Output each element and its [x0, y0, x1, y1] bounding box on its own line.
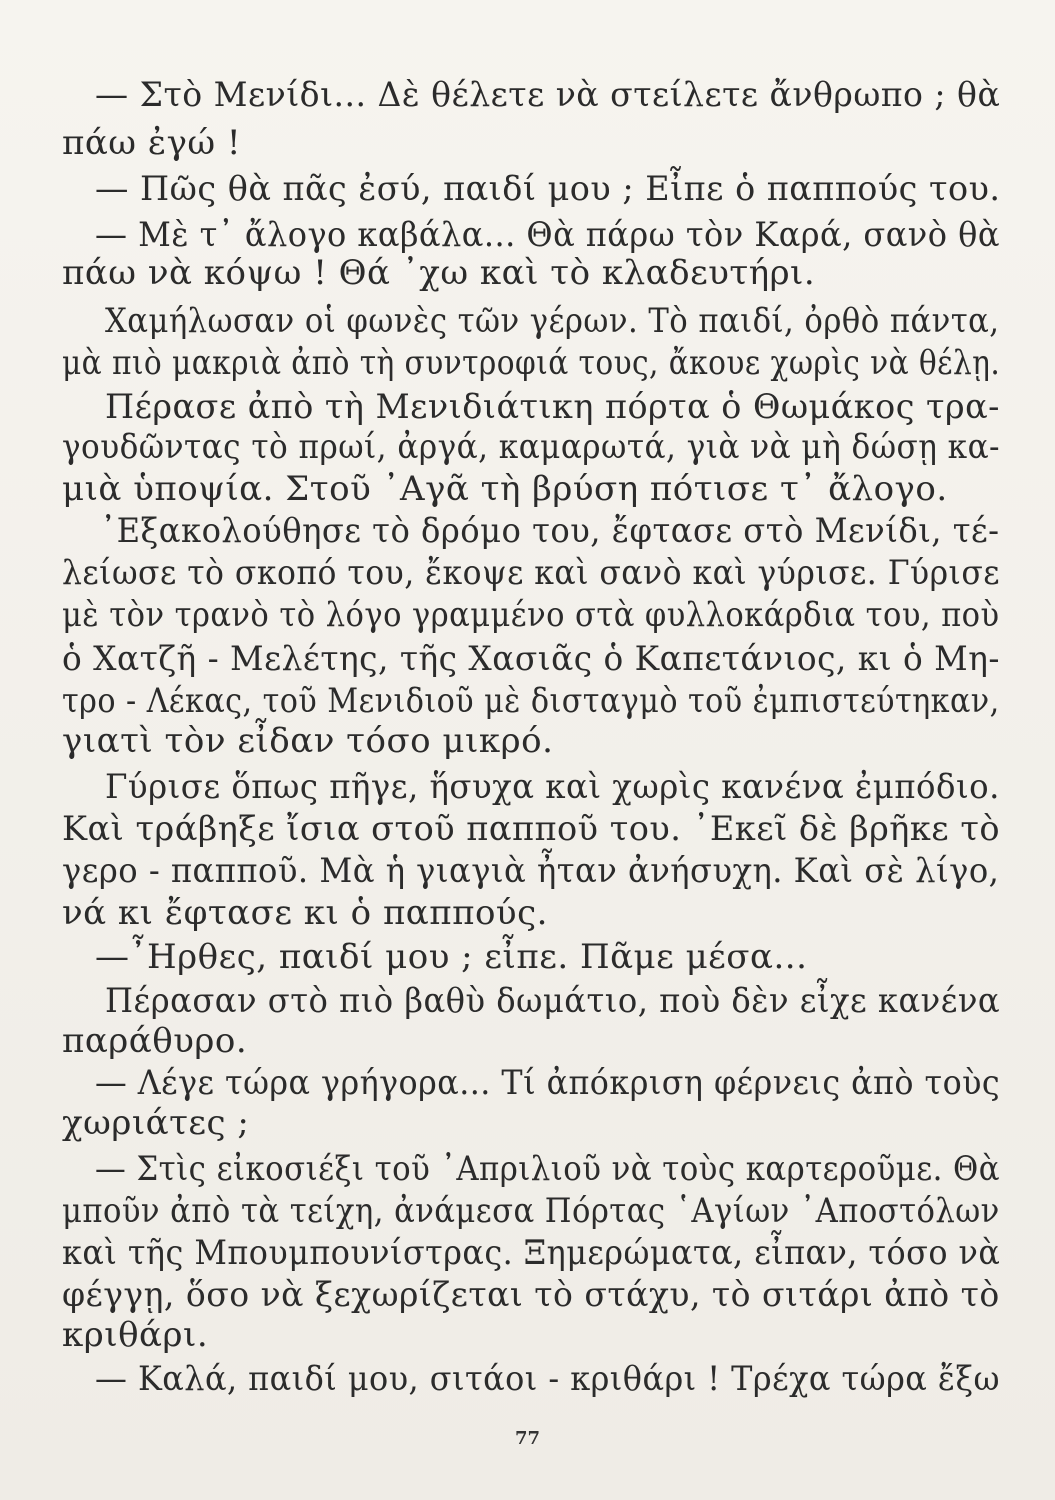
page-number: 77	[514, 1428, 541, 1449]
text-line: καὶ τῆς Μπουμπουνίστρας. Ξημερώματα, εἶπαν, τόσο νὰ	[62, 1233, 1001, 1273]
text-line: ὁ Χατζῆ - Μελέτης, τῆς Χασιᾶς ὁ Καπετάνιος, κι ὁ Μη-	[62, 639, 1000, 679]
text-line: Πέρασε ἀπὸ τὴ Μενιδιάτικη πόρτα ὁ Θωμάκος τρα-	[105, 387, 1000, 427]
text-line: ᾽Εξακολούθησε τὸ δρόμο του, ἔφτασε στὸ Μενίδι, τέ-	[100, 511, 1000, 551]
text-line: — Λέγε τώρα γρήγορα... Τί ἀπόκριση φέρνεις ἀπὸ τοὺς	[95, 1063, 1001, 1103]
text-line: —῏Ηρθες, παιδί μου ; εἶπε. Πᾶμε μέσα...	[95, 937, 808, 977]
text-line: Γύρισε ὅπως πῆγε, ἥσυχα καὶ χωρὶς κανένα ἐμπόδιο.	[105, 767, 1000, 807]
text-line: — Στὶς εἰκοσιέξι τοῦ ᾽Απριλιοῦ νὰ τοὺς καρτεροῦμε. Θὰ	[95, 1149, 1000, 1189]
text-line: κριθάρι.	[62, 1315, 209, 1355]
text-line: μιὰ ὑποψία. Στοῦ ᾽Αγᾶ τὴ βρύση πότισε τ᾽ ἄλογο.	[62, 469, 948, 509]
text-line: — Μὲ τ᾽ ἄλογο καβάλα... Θὰ πάρω τὸν Καρά, σανὸ θὰ	[95, 215, 1000, 255]
text-line: γιατὶ τὸν εἶδαν τόσο μικρό.	[62, 721, 554, 761]
text-line: χωριάτες ;	[62, 1103, 250, 1143]
text-line: μὰ πιὸ μακριὰ ἀπὸ τὴ συντροφιά τους, ἄκουε χωρὶς νὰ θέλῃ.	[62, 343, 1001, 383]
text-line: παράθυρο.	[62, 1021, 248, 1061]
text-line: Πέρασαν στὸ πιὸ βαθὺ δωμάτιο, ποὺ δὲν εἶχε κανένα	[105, 981, 1001, 1021]
text-line: Χαμήλωσαν οἱ φωνὲς τῶν γέρων. Τὸ παιδί, ὀρθὸ πάντα,	[105, 301, 1000, 341]
text-line: — Καλά, παιδί μου, σιτάοι - κριθάρι ! Τρέχα τώρα ἔξω	[95, 1359, 1001, 1399]
text-line: τρο - Λέκας, τοῦ Μενιδιοῦ μὲ δισταγμὸ τοῦ ἐμπιστεύτηκαν,	[62, 681, 1000, 721]
text-line: γουδῶντας τὸ πρωί, ἀργά, καμαρωτά, γιὰ νὰ μὴ δώσῃ κα-	[62, 427, 1001, 467]
text-line: Καὶ τράβηξε ἴσια στοῦ παπποῦ του. ᾽Εκεῖ δὲ βρῆκε τὸ	[62, 809, 1001, 849]
text-line: μποῦν ἀπὸ τὰ τείχη, ἀνάμεσα Πόρτας ῾Αγίων ᾽Αποστόλων	[62, 1191, 1000, 1231]
text-line: πάω ἐγώ !	[62, 123, 242, 163]
text-line: μὲ τὸν τρανὸ τὸ λόγο γραμμένο στὰ φυλλοκάρδια του, ποὺ	[62, 595, 1000, 635]
text-line: νά κι ἔφτασε κι ὁ παππούς.	[62, 893, 548, 933]
text-line: λείωσε τὸ σκοπό του, ἔκοψε καὶ σανὸ καὶ γύρισε. Γύρισε	[62, 553, 1001, 593]
text-line: γερο - παπποῦ. Μὰ ἡ γιαγιὰ ἦταν ἀνήσυχη. Καὶ σὲ λίγο,	[62, 851, 1000, 891]
text-line: — Στὸ Μενίδι... Δὲ θέλετε νὰ στείλετε ἄνθρωπο ; θὰ	[95, 75, 1001, 115]
text-line: — Πῶς θὰ πᾶς ἐσύ, παιδί μου ; Εἶπε ὁ παππούς του.	[95, 169, 1001, 209]
text-line: πάω νὰ κόψω ! Θά ᾽χω καὶ τὸ κλαδευτήρι.	[62, 253, 816, 293]
text-line: φέγγῃ, ὅσο νὰ ξεχωρίζεται τὸ στάχυ, τὸ σιτάρι ἀπὸ τὸ	[62, 1275, 1000, 1315]
